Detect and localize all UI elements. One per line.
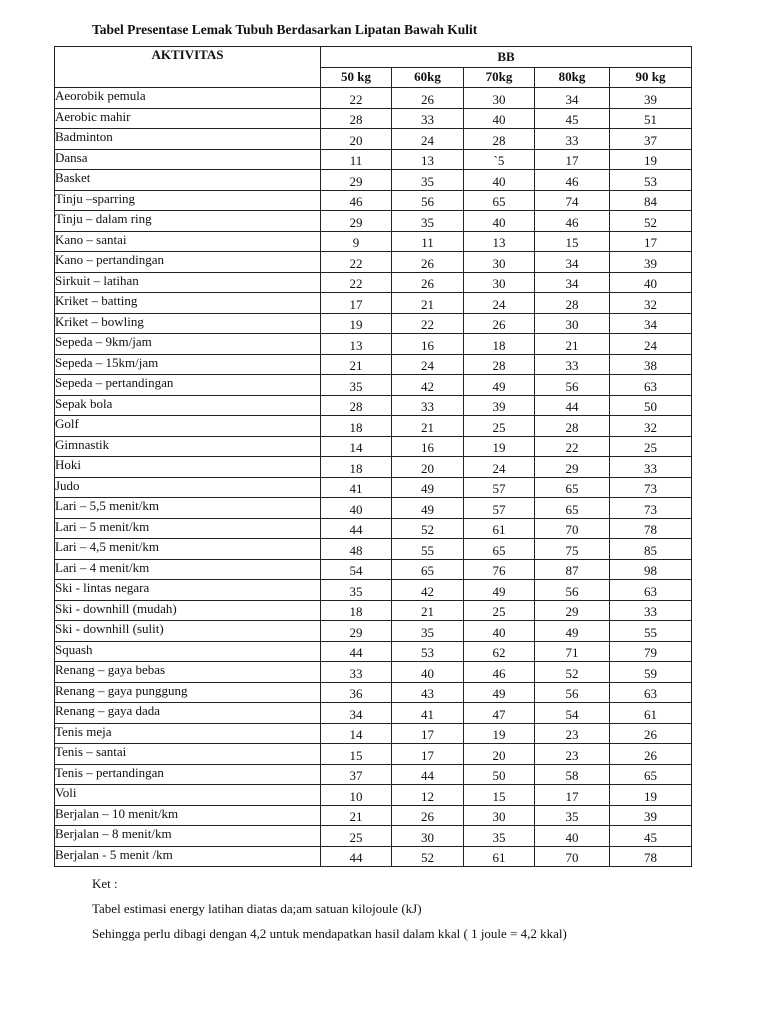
value-cell: 39	[610, 805, 692, 826]
value-cell: 23	[535, 744, 610, 765]
activity-name-cell: Renang – gaya dada	[55, 703, 321, 724]
activity-name-cell: Gimnastik	[55, 436, 321, 457]
value-cell: 19	[610, 785, 692, 806]
value-cell: 65	[392, 559, 464, 580]
notes-heading: Ket :	[92, 876, 118, 891]
value-cell: 59	[610, 662, 692, 683]
table-row	[55, 108, 692, 129]
value-cell: 17	[321, 293, 392, 314]
table-row	[55, 600, 692, 621]
value-cell: 50	[610, 395, 692, 416]
table-row	[55, 518, 692, 539]
value-cell: 34	[535, 88, 610, 109]
value-cell: 19	[610, 149, 692, 170]
value-cell: 24	[464, 293, 535, 314]
value-cell: 24	[392, 129, 464, 150]
value-cell: 28	[464, 129, 535, 150]
table-row	[55, 190, 692, 211]
value-cell: 63	[610, 375, 692, 396]
value-cell: 52	[610, 211, 692, 232]
value-cell: 45	[610, 826, 692, 847]
value-cell: 71	[535, 641, 610, 662]
table-row	[55, 272, 692, 293]
value-cell: 54	[535, 703, 610, 724]
value-cell: 10	[321, 785, 392, 806]
value-cell: 79	[610, 641, 692, 662]
value-cell: 52	[535, 662, 610, 683]
activity-name-cell: Kano – santai	[55, 231, 321, 252]
value-cell: 98	[610, 559, 692, 580]
value-cell: 35	[321, 375, 392, 396]
value-cell: 35	[392, 621, 464, 642]
value-cell: 44	[321, 518, 392, 539]
value-cell: 56	[535, 682, 610, 703]
table-row	[55, 436, 692, 457]
table-row	[55, 149, 692, 170]
energy-table	[54, 46, 692, 867]
value-cell: 35	[392, 211, 464, 232]
table-row	[55, 703, 692, 724]
value-cell: 29	[321, 170, 392, 191]
value-cell: 29	[321, 621, 392, 642]
value-cell: 73	[610, 477, 692, 498]
column-header-weight: 70kg	[464, 67, 535, 88]
value-cell: 21	[321, 354, 392, 375]
value-cell: 17	[392, 723, 464, 744]
value-cell: 29	[535, 600, 610, 621]
value-cell: 16	[392, 334, 464, 355]
value-cell: 46	[535, 211, 610, 232]
value-cell: 46	[535, 170, 610, 191]
activity-name-cell: Berjalan - 5 menit /km	[55, 846, 321, 867]
activity-name-cell: Sepeda – pertandingan	[55, 375, 321, 396]
activity-name-cell: Squash	[55, 641, 321, 662]
value-cell: 25	[610, 436, 692, 457]
value-cell: 30	[464, 252, 535, 273]
value-cell: 34	[535, 252, 610, 273]
activity-name-cell: Lari – 5,5 menit/km	[55, 498, 321, 519]
value-cell: 35	[535, 805, 610, 826]
value-cell: 42	[392, 375, 464, 396]
value-cell: 28	[321, 108, 392, 129]
table-row	[55, 313, 692, 334]
value-cell: 49	[464, 682, 535, 703]
activity-name-cell: Renang – gaya punggung	[55, 682, 321, 703]
value-cell: 24	[392, 354, 464, 375]
activity-name-cell: Hoki	[55, 457, 321, 478]
activity-name-cell: Ski - downhill (sulit)	[55, 621, 321, 642]
value-cell: 61	[464, 846, 535, 867]
activity-name-cell: Tenis meja	[55, 723, 321, 744]
value-cell: 20	[464, 744, 535, 765]
value-cell: 30	[464, 88, 535, 109]
activity-name-cell: Berjalan – 10 menit/km	[55, 805, 321, 826]
value-cell: 53	[392, 641, 464, 662]
value-cell: 19	[464, 436, 535, 457]
value-cell: 12	[392, 785, 464, 806]
value-cell: 18	[321, 416, 392, 437]
table-row	[55, 354, 692, 375]
value-cell: 75	[535, 539, 610, 560]
value-cell: 38	[610, 354, 692, 375]
activity-name-cell: Dansa	[55, 149, 321, 170]
activity-name-cell: Kano – pertandingan	[55, 252, 321, 273]
activity-name-cell: Voli	[55, 785, 321, 806]
value-cell: 46	[321, 190, 392, 211]
value-cell: 65	[535, 477, 610, 498]
activity-name-cell: Sirkuit – latihan	[55, 272, 321, 293]
value-cell: 70	[535, 518, 610, 539]
table-row	[55, 129, 692, 150]
value-cell: 30	[464, 272, 535, 293]
activity-name-cell: Berjalan – 8 menit/km	[55, 826, 321, 847]
value-cell: 47	[464, 703, 535, 724]
value-cell: 30	[392, 826, 464, 847]
value-cell: 21	[392, 293, 464, 314]
activity-name-cell: Aerobic mahir	[55, 108, 321, 129]
value-cell: 33	[610, 600, 692, 621]
notes-section	[92, 876, 567, 942]
value-cell: 26	[392, 252, 464, 273]
value-cell: 17	[610, 231, 692, 252]
value-cell: 39	[464, 395, 535, 416]
table-row	[55, 682, 692, 703]
value-cell: 29	[535, 457, 610, 478]
value-cell: 70	[535, 846, 610, 867]
activity-name-cell: Kriket – batting	[55, 293, 321, 314]
table-row	[55, 334, 692, 355]
value-cell: 54	[321, 559, 392, 580]
value-cell: 48	[321, 539, 392, 560]
value-cell: 49	[392, 477, 464, 498]
value-cell: 26	[392, 88, 464, 109]
activity-name-cell: Tinju –sparring	[55, 190, 321, 211]
value-cell: 9	[321, 231, 392, 252]
value-cell: 40	[464, 170, 535, 191]
value-cell: 34	[610, 313, 692, 334]
table-row	[55, 231, 692, 252]
value-cell: 15	[321, 744, 392, 765]
activity-name-cell: Sepeda – 15km/jam	[55, 354, 321, 375]
value-cell: 21	[392, 416, 464, 437]
activity-name-cell: Basket	[55, 170, 321, 191]
table-row	[55, 88, 692, 109]
notes-line-2: Sehingga perlu dibagi dengan 4,2 untuk mendapatkan hasil dalam kkal ( 1 joule = 4,2 kkal)	[92, 926, 567, 941]
value-cell: 41	[321, 477, 392, 498]
value-cell: 11	[392, 231, 464, 252]
table-row	[55, 662, 692, 683]
value-cell: 61	[464, 518, 535, 539]
value-cell: 57	[464, 477, 535, 498]
value-cell: 55	[392, 539, 464, 560]
value-cell: 49	[392, 498, 464, 519]
table-row	[55, 621, 692, 642]
value-cell: 62	[464, 641, 535, 662]
table-row	[55, 785, 692, 806]
value-cell: 13	[321, 334, 392, 355]
activity-name-cell: Golf	[55, 416, 321, 437]
activity-name-cell: Lari – 4,5 menit/km	[55, 539, 321, 560]
value-cell: 13	[464, 231, 535, 252]
activity-name-cell: Kriket – bowling	[55, 313, 321, 334]
value-cell: 21	[392, 600, 464, 621]
activity-name-cell: Tenis – pertandingan	[55, 764, 321, 785]
activity-name-cell: Sepeda – 9km/jam	[55, 334, 321, 355]
value-cell: 40	[464, 621, 535, 642]
activity-name-cell: Ski - downhill (mudah)	[55, 600, 321, 621]
value-cell: 28	[321, 395, 392, 416]
table-row	[55, 744, 692, 765]
value-cell: 18	[464, 334, 535, 355]
value-cell: 33	[392, 108, 464, 129]
value-cell: 30	[464, 805, 535, 826]
value-cell: 65	[535, 498, 610, 519]
value-cell: 76	[464, 559, 535, 580]
value-cell: 22	[321, 272, 392, 293]
value-cell: 20	[321, 129, 392, 150]
value-cell: 39	[610, 88, 692, 109]
table-row	[55, 539, 692, 560]
value-cell: 53	[610, 170, 692, 191]
value-cell: 35	[464, 826, 535, 847]
value-cell: `5	[464, 149, 535, 170]
value-cell: 39	[610, 252, 692, 273]
value-cell: 28	[464, 354, 535, 375]
value-cell: 18	[321, 600, 392, 621]
table-row	[55, 457, 692, 478]
value-cell: 33	[535, 354, 610, 375]
value-cell: 20	[392, 457, 464, 478]
table-body	[55, 88, 692, 867]
value-cell: 11	[321, 149, 392, 170]
value-cell: 14	[321, 436, 392, 457]
value-cell: 29	[321, 211, 392, 232]
activity-name-cell: Badminton	[55, 129, 321, 150]
value-cell: 25	[464, 416, 535, 437]
value-cell: 25	[321, 826, 392, 847]
activity-name-cell: Aeorobik pemula	[55, 88, 321, 109]
value-cell: 15	[535, 231, 610, 252]
value-cell: 73	[610, 498, 692, 519]
value-cell: 58	[535, 764, 610, 785]
activity-name-cell: Ski - lintas negara	[55, 580, 321, 601]
table-row	[55, 723, 692, 744]
table-row	[55, 846, 692, 867]
value-cell: 63	[610, 682, 692, 703]
value-cell: 21	[535, 334, 610, 355]
value-cell: 30	[535, 313, 610, 334]
value-cell: 40	[535, 826, 610, 847]
activity-name-cell: Renang – gaya bebas	[55, 662, 321, 683]
value-cell: 49	[464, 375, 535, 396]
table-row	[55, 252, 692, 273]
value-cell: 37	[321, 764, 392, 785]
table-row	[55, 498, 692, 519]
value-cell: 44	[321, 846, 392, 867]
value-cell: 33	[321, 662, 392, 683]
value-cell: 33	[392, 395, 464, 416]
value-cell: 41	[392, 703, 464, 724]
table-row	[55, 395, 692, 416]
value-cell: 24	[610, 334, 692, 355]
activity-name-cell: Sepak bola	[55, 395, 321, 416]
value-cell: 42	[392, 580, 464, 601]
column-header-activity: AKTIVITAS	[55, 47, 321, 88]
value-cell: 51	[610, 108, 692, 129]
activity-name-cell: Tinju – dalam ring	[55, 211, 321, 232]
value-cell: 17	[535, 149, 610, 170]
value-cell: 40	[464, 108, 535, 129]
value-cell: 13	[392, 149, 464, 170]
value-cell: 63	[610, 580, 692, 601]
value-cell: 65	[610, 764, 692, 785]
value-cell: 84	[610, 190, 692, 211]
table-row	[55, 764, 692, 785]
column-group-header-bb: BB	[321, 47, 692, 68]
table-row	[55, 477, 692, 498]
value-cell: 85	[610, 539, 692, 560]
column-header-weight: 50 kg	[321, 67, 392, 88]
value-cell: 57	[464, 498, 535, 519]
value-cell: 19	[321, 313, 392, 334]
value-cell: 28	[535, 416, 610, 437]
column-header-weight: 90 kg	[610, 67, 692, 88]
value-cell: 17	[392, 744, 464, 765]
value-cell: 17	[535, 785, 610, 806]
header-row-top	[55, 47, 692, 68]
value-cell: 24	[464, 457, 535, 478]
value-cell: 78	[610, 518, 692, 539]
value-cell: 65	[464, 539, 535, 560]
value-cell: 33	[535, 129, 610, 150]
value-cell: 45	[535, 108, 610, 129]
value-cell: 52	[392, 518, 464, 539]
value-cell: 33	[610, 457, 692, 478]
column-header-weight: 60kg	[392, 67, 464, 88]
value-cell: 56	[535, 375, 610, 396]
value-cell: 26	[392, 272, 464, 293]
table-row	[55, 293, 692, 314]
value-cell: 46	[464, 662, 535, 683]
value-cell: 26	[610, 723, 692, 744]
value-cell: 40	[321, 498, 392, 519]
value-cell: 32	[610, 416, 692, 437]
notes-line-1: Tabel estimasi energy latihan diatas da;am satuan kilojoule (kJ)	[92, 901, 422, 916]
value-cell: 49	[535, 621, 610, 642]
value-cell: 74	[535, 190, 610, 211]
value-cell: 44	[535, 395, 610, 416]
table-row	[55, 211, 692, 232]
value-cell: 40	[464, 211, 535, 232]
value-cell: 34	[535, 272, 610, 293]
table-row	[55, 805, 692, 826]
table-row	[55, 580, 692, 601]
value-cell: 22	[392, 313, 464, 334]
value-cell: 19	[464, 723, 535, 744]
value-cell: 16	[392, 436, 464, 457]
value-cell: 26	[392, 805, 464, 826]
value-cell: 50	[464, 764, 535, 785]
value-cell: 56	[535, 580, 610, 601]
activity-name-cell: Lari – 4 menit/km	[55, 559, 321, 580]
value-cell: 22	[535, 436, 610, 457]
value-cell: 23	[535, 723, 610, 744]
value-cell: 36	[321, 682, 392, 703]
value-cell: 28	[535, 293, 610, 314]
value-cell: 34	[321, 703, 392, 724]
value-cell: 35	[392, 170, 464, 191]
value-cell: 52	[392, 846, 464, 867]
value-cell: 26	[464, 313, 535, 334]
value-cell: 14	[321, 723, 392, 744]
activity-name-cell: Tenis – santai	[55, 744, 321, 765]
value-cell: 49	[464, 580, 535, 601]
value-cell: 78	[610, 846, 692, 867]
activity-name-cell: Judo	[55, 477, 321, 498]
value-cell: 61	[610, 703, 692, 724]
value-cell: 40	[392, 662, 464, 683]
value-cell: 37	[610, 129, 692, 150]
value-cell: 26	[610, 744, 692, 765]
value-cell: 25	[464, 600, 535, 621]
value-cell: 22	[321, 252, 392, 273]
value-cell: 40	[610, 272, 692, 293]
value-cell: 35	[321, 580, 392, 601]
value-cell: 22	[321, 88, 392, 109]
column-header-weight: 80kg	[535, 67, 610, 88]
value-cell: 15	[464, 785, 535, 806]
value-cell: 87	[535, 559, 610, 580]
document-title: Tabel Presentase Lemak Tubuh Berdasarkan Lipatan Bawah Kulit	[92, 22, 478, 37]
table-row	[55, 170, 692, 191]
value-cell: 65	[464, 190, 535, 211]
value-cell: 18	[321, 457, 392, 478]
table-row	[55, 375, 692, 396]
value-cell: 56	[392, 190, 464, 211]
table-row	[55, 559, 692, 580]
value-cell: 55	[610, 621, 692, 642]
activity-name-cell: Lari – 5 menit/km	[55, 518, 321, 539]
table-row	[55, 641, 692, 662]
value-cell: 43	[392, 682, 464, 703]
table-row	[55, 416, 692, 437]
value-cell: 21	[321, 805, 392, 826]
value-cell: 44	[392, 764, 464, 785]
value-cell: 32	[610, 293, 692, 314]
value-cell: 44	[321, 641, 392, 662]
table-row	[55, 826, 692, 847]
